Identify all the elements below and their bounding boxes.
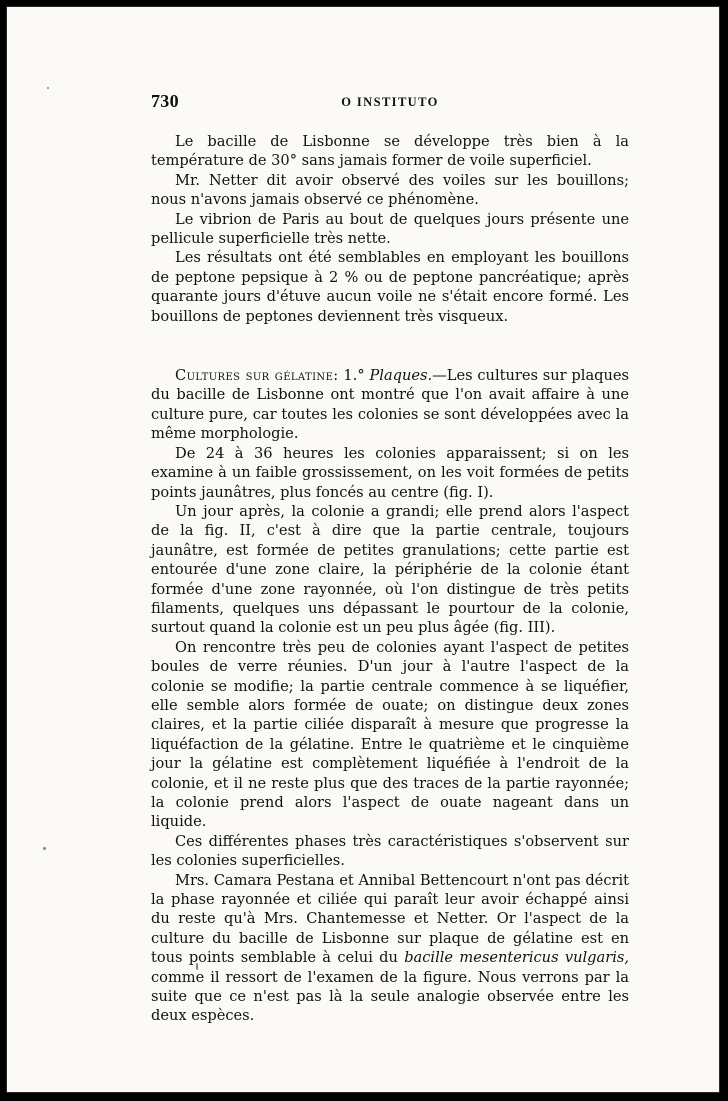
running-header bbox=[151, 91, 629, 115]
paragraph-text: comme il ressort de l'examen de la figure. Nous verrons par la suite que ce n'est pas là la seule analogie observée entre les deux espèces. bbox=[151, 968, 629, 1025]
paragraph: Ces différentes phases très caractéristiques s'observent sur les colonies superficielles. bbox=[151, 832, 629, 870]
paragraph: Le vibrion de Paris au bout de quelques jours présente une pellicule superficielle très nette. bbox=[151, 210, 629, 248]
paragraph: On rencontre très peu de colonies ayant l'aspect de petites boules de verre réunies. D'un jour à l'autre l'aspect de la colonie se modifie; la partie centrale commence à se liquéfier, elle semble alors formée de ouate; on distingue deux zones claires, et la partie ciliée disparaît à mesure que progresse la liquéfaction de la gélatine. Entre le quatrième et le cinquième jour la gélatine est complètement liquéfiée à l'endroit de la colonie, et il ne reste plus que des traces de la partie rayonnée; la colonie prend alors l'aspect de ouate nageant dans un liquide. bbox=[151, 638, 629, 831]
speck-mark bbox=[43, 847, 46, 850]
scanned-page bbox=[6, 6, 720, 1093]
paragraph bbox=[151, 871, 629, 1026]
paragraph-text: Mrs. Camara Pestana et Annibal Bettencourt n'ont pas décrit la phase rayonnée et ciliée qui paraît leur avoir échappé ainsi du reste qu'à Mrs. Chantemesse et Netter. Or l'aspect de la culture du bacille de Lisbonne sur plaque de gélatine est en tous points semblable à celui du bbox=[151, 871, 629, 967]
speck-mark bbox=[47, 87, 49, 89]
page-content bbox=[151, 91, 629, 1026]
page-number: 730 bbox=[151, 91, 179, 111]
paragraph: Mr. Netter dit avoir observé des voiles sur les bouillons; nous n'avons jamais observé ce phénomène. bbox=[151, 171, 629, 209]
journal-title: O INSTITUTO bbox=[341, 95, 439, 109]
paragraph: Un jour après, la colonie a grandi; elle prend alors l'aspect de la fig. II, c'est à dire que la partie centrale, toujours jaunâtre, est formée de petites granulations; cette partie est entourée d'une zone claire, la périphérie de la colonie étant formée d'une zone rayonnée, où l'on distingue de très petits filaments, quelques uns dépassant le pourtour de la colonie, surtout quand la colonie est un peu plus âgée (fig. III). bbox=[151, 502, 629, 637]
paragraph-text: —Les cultures sur plaques du bacille de Lisbonne ont montré que l'on avait affaire à une culture pure, car toutes les colonies se sont développées avec la même morphologie. bbox=[151, 367, 630, 443]
paragraph: De 24 à 36 heures les colonies apparaissent; si on les examine à un faible grossissement, on les voit formées de petits points jaunâtres, plus foncés au centre (fig. I). bbox=[151, 444, 629, 501]
subsection-heading: Plaques. bbox=[369, 367, 433, 385]
species-name: bacille mesentericus vulgaris, bbox=[404, 949, 629, 967]
section-number: 1.° bbox=[343, 367, 365, 385]
paragraph: Les résultats ont été semblables en employant les bouillons de peptone pepsique à 2 % ou de peptone pancréatique; après quarante jours d'étuve aucun voile ne s'était encore formé. Les bouillons de peptones deviennent très visqueux. bbox=[151, 249, 629, 325]
section-paragraph bbox=[151, 366, 629, 444]
paragraph: Le bacille de Lisbonne se développe très bien à la température de 30° sans jamais former de voile superficiel. bbox=[151, 133, 629, 170]
section-heading: Cultures sur gélatine: bbox=[175, 367, 339, 385]
section-gap bbox=[151, 326, 629, 366]
